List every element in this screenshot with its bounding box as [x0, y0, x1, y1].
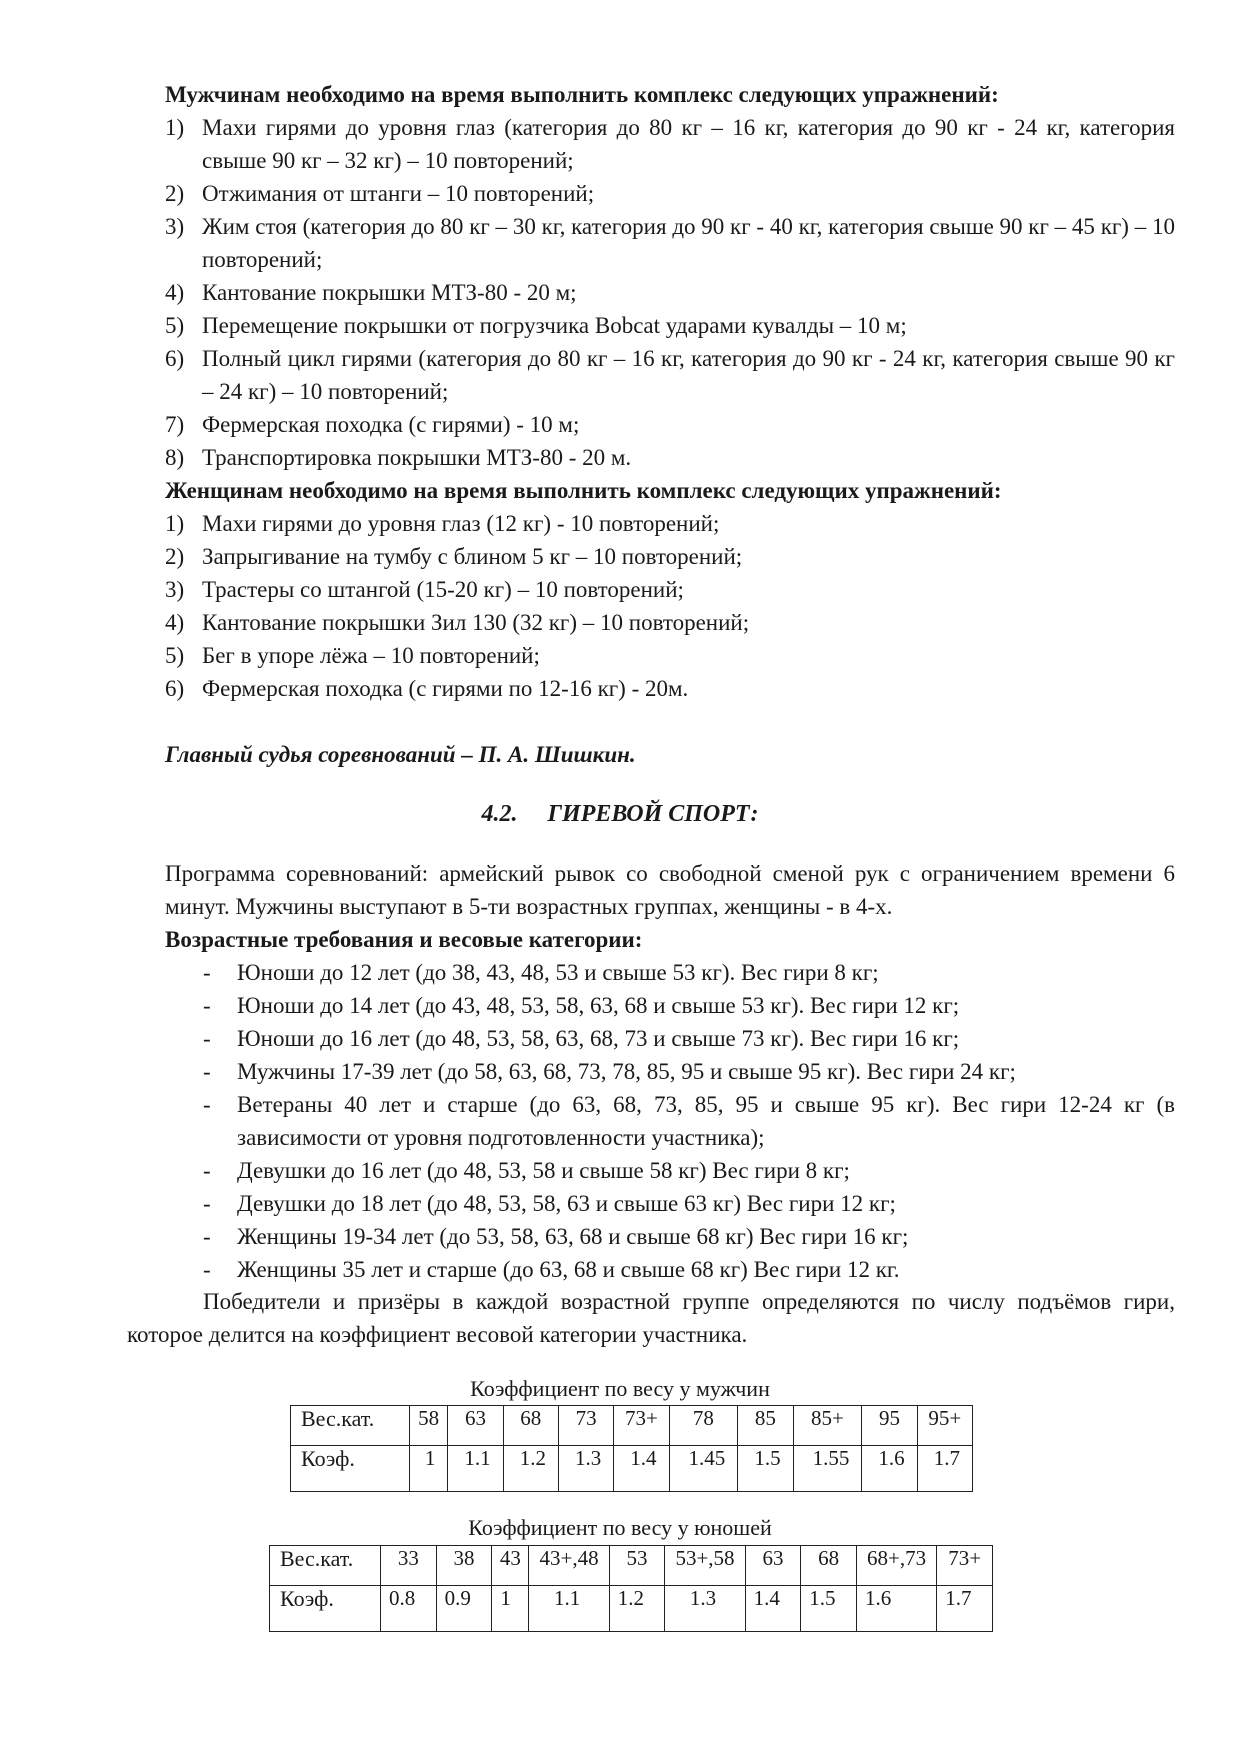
list-item: - Мужчины 17-39 лет (до 58, 63, 68, 73, 78, 85, 95 и свыше 95 кг). Вес гири 24 кг; — [203, 1059, 1016, 1084]
table-cell: 1.2 — [609, 1586, 665, 1632]
table-cell: 1.7 — [917, 1446, 972, 1492]
table-cell: 63 — [448, 1406, 503, 1446]
list-item: - Юноши до 16 лет (до 48, 53, 58, 63, 68, 73 и свыше 73 кг). Вес гири 16 кг; — [203, 1026, 960, 1051]
table-row — [270, 1586, 993, 1632]
table-cell: 43+,48 — [529, 1546, 609, 1586]
table-header-cell: Вес.кат. — [291, 1406, 410, 1446]
table-row — [270, 1546, 993, 1586]
table-cell: 1.55 — [793, 1446, 862, 1492]
list-item: 4) Кантование покрышки МТЗ-80 - 20 м; — [165, 280, 577, 305]
list-item: - Юноши до 12 лет (до 38, 43, 48, 53 и свыше 53 кг). Вес гири 8 кг; — [203, 960, 879, 985]
men-coefficient-table — [290, 1405, 973, 1492]
table-cell: 85 — [738, 1406, 793, 1446]
table-cell: 1.3 — [665, 1586, 745, 1632]
list-item: 5) Бег в упоре лёжа – 10 повторений; — [165, 643, 540, 668]
table-cell: 68 — [503, 1406, 558, 1446]
table-cell: 0.9 — [436, 1586, 492, 1632]
table-cell: 73+ — [937, 1546, 993, 1586]
table-cell: 95+ — [917, 1406, 972, 1446]
table-cell: 1.4 — [745, 1586, 801, 1632]
table-cell: 1.5 — [738, 1446, 793, 1492]
table-cell: 1 — [492, 1586, 529, 1632]
table-cell: 85+ — [793, 1406, 862, 1446]
list-item: 8) Транспортировка покрышки МТЗ-80 - 20 м. — [165, 445, 632, 470]
table-cell: 1.3 — [558, 1446, 613, 1492]
list-item: - Ветераны 40 лет и старше (до 63, 68, 73, 85, 95 и свыше 95 кг). Вес гири 12-24 кг (в зависимости от уровня подготовленности участника); — [203, 1092, 1175, 1150]
list-item: 2) Отжимания от штанги – 10 повторений; — [165, 181, 595, 206]
youth-table-caption: Коэффициент по весу у юношей — [468, 1515, 772, 1540]
section-title — [0, 798, 1240, 831]
section-name: ГИРЕВОЙ СПОРТ: — [547, 801, 759, 827]
table-cell: 1.6 — [862, 1446, 917, 1492]
table-cell: 78 — [669, 1406, 738, 1446]
table-cell: 68 — [801, 1546, 857, 1586]
table-cell: 53 — [609, 1546, 665, 1586]
section-number: 4.2. — [481, 801, 518, 827]
table-cell: 53+,58 — [665, 1546, 745, 1586]
table-cell: 0.8 — [381, 1586, 437, 1632]
table-cell: 43 — [492, 1546, 529, 1586]
table-cell: 1.5 — [801, 1586, 857, 1632]
list-item: 1) Махи гирями до уровня глаз (категория до 80 кг – 16 кг, категория до 90 кг - 24 кг, категория свыше 90 кг – 32 кг) – 10 повторений; — [165, 115, 1175, 173]
age-requirements-heading: Возрастные требования и весовые категории: — [165, 927, 643, 952]
program-paragraph: Программа соревнований: армейский рывок со свободной сменой рук с ограничением времени 6 минут. Мужчины выступают в 5-ти возрастных группах, женщины - в 4-х. — [165, 861, 1175, 919]
women-exercise-list — [165, 507, 1175, 705]
list-item: - Девушки до 18 лет (до 48, 53, 58, 63 и свыше 63 кг) Вес гири 12 кг; — [203, 1191, 896, 1216]
table-row — [291, 1446, 973, 1492]
table-cell: 1.1 — [529, 1586, 609, 1632]
table-header-cell: Коэф. — [291, 1446, 410, 1492]
women-complex-heading: Женщинам необходимо на время выполнить комплекс следующих упражнений: — [165, 478, 1002, 503]
table-cell: 38 — [436, 1546, 492, 1586]
list-item: 7) Фермерская походка (с гирями) - 10 м; — [165, 412, 580, 437]
age-groups-list — [203, 956, 1175, 1286]
men-exercise-list — [165, 111, 1175, 474]
list-item: 6) Полный цикл гирями (категория до 80 кг – 16 кг, категория до 90 кг - 24 кг, категория свыше 90 кг – 24 кг) – 10 повторений; — [165, 346, 1175, 404]
table-cell: 1.2 — [503, 1446, 558, 1492]
table-cell: 68+,73 — [856, 1546, 936, 1586]
table-header-cell: Коэф. — [270, 1586, 381, 1632]
table-cell: 58 — [410, 1406, 448, 1446]
table-header-cell: Вес.кат. — [270, 1546, 381, 1586]
table-cell: 73+ — [614, 1406, 669, 1446]
list-item: - Юноши до 14 лет (до 43, 48, 53, 58, 63, 68 и свыше 53 кг). Вес гири 12 кг; — [203, 993, 960, 1018]
table-cell: 1.7 — [937, 1586, 993, 1632]
list-item: 5) Перемещение покрышки от погрузчика Bobcat ударами кувалды – 10 м; — [165, 313, 907, 338]
list-item: 1) Махи гирями до уровня глаз (12 кг) - 10 повторений; — [165, 511, 720, 536]
youth-coefficient-table — [269, 1545, 993, 1632]
table-cell: 1.4 — [614, 1446, 669, 1492]
men-complex-heading: Мужчинам необходимо на время выполнить комплекс следующих упражнений: — [165, 82, 999, 107]
list-item: 2) Запрыгивание на тумбу с блином 5 кг – 10 повторений; — [165, 544, 743, 569]
winners-paragraph: Победители и призёры в каждой возрастной группе определяются по числу подъёмов гири, которое делится на коэффициент весовой категории участника. — [127, 1289, 1175, 1347]
table-cell: 1.6 — [856, 1586, 936, 1632]
list-item: 6) Фермерская походка (с гирями по 12-16 кг) - 20м. — [165, 676, 689, 701]
table-row — [291, 1406, 973, 1446]
table-cell: 1.45 — [669, 1446, 738, 1492]
table-cell: 63 — [745, 1546, 801, 1586]
table-cell: 1 — [410, 1446, 448, 1492]
list-item: - Девушки до 16 лет (до 48, 53, 58 и свыше 58 кг) Вес гири 8 кг; — [203, 1158, 850, 1183]
chief-judge-line: Главный судья соревнований – П. А. Шишкин. — [165, 742, 636, 767]
table-cell: 73 — [558, 1406, 613, 1446]
table-cell: 33 — [381, 1546, 437, 1586]
list-item: - Женщины 19-34 лет (до 53, 58, 63, 68 и свыше 68 кг) Вес гири 16 кг; — [203, 1224, 909, 1249]
list-item: - Женщины 35 лет и старше (до 63, 68 и свыше 68 кг) Вес гири 12 кг. — [203, 1257, 900, 1282]
table-cell: 95 — [862, 1406, 917, 1446]
table-cell: 1.1 — [448, 1446, 503, 1492]
men-table-caption: Коэффициент по весу у мужчин — [470, 1376, 770, 1401]
list-item: 3) Жим стоя (категория до 80 кг – 30 кг, категория до 90 кг - 40 кг, категория свыше 90 кг – 45 кг) – 10 повторений; — [165, 214, 1175, 272]
list-item: 3) Трастеры со штангой (15-20 кг) – 10 повторений; — [165, 577, 684, 602]
list-item: 4) Кантование покрышки Зил 130 (32 кг) – 10 повторений; — [165, 610, 750, 635]
